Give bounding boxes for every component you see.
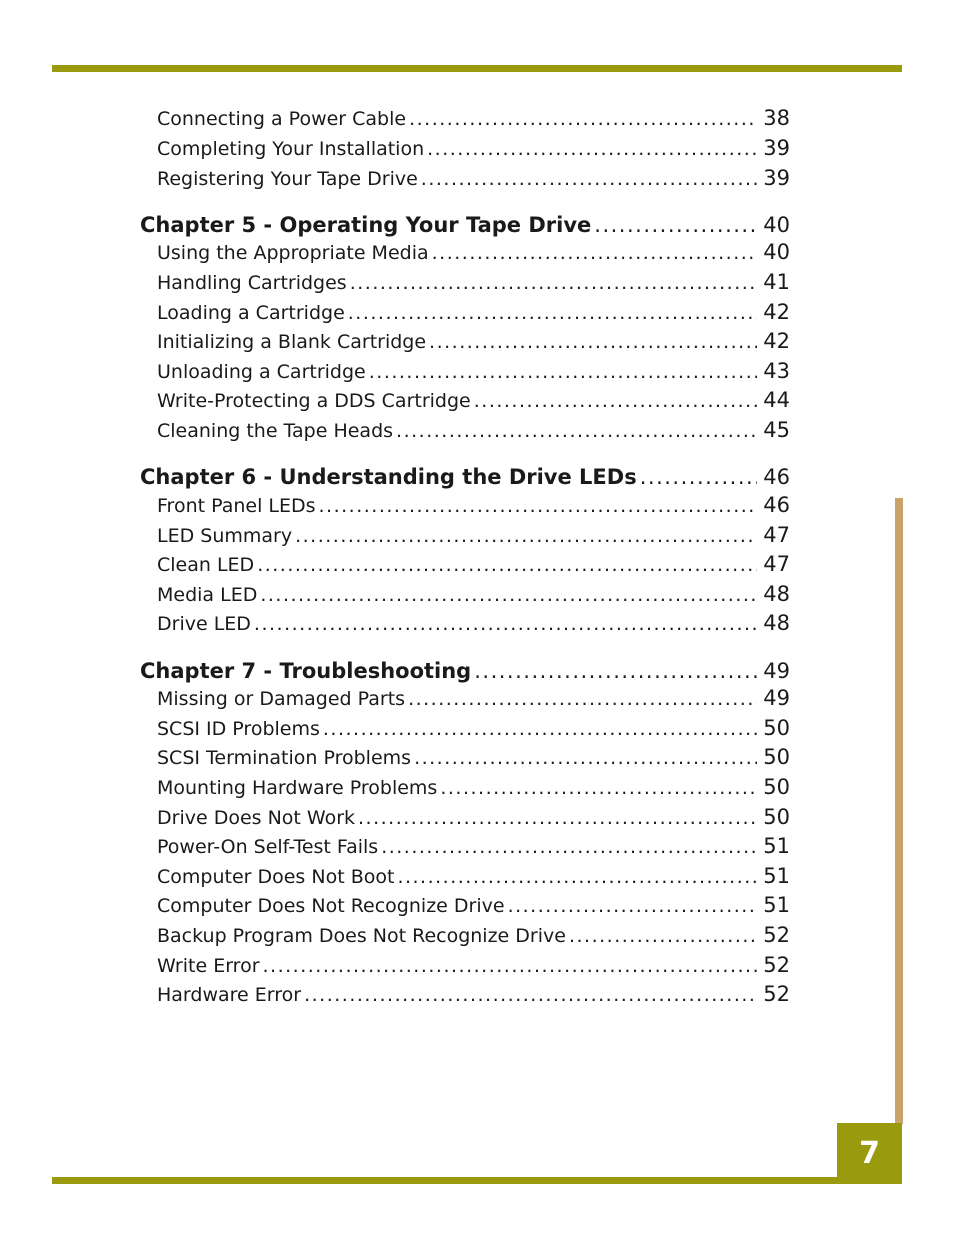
toc-entry-title: Clean LED [157, 554, 255, 576]
dot-leader [474, 388, 758, 414]
dot-leader [474, 658, 757, 684]
toc-entry-title: Drive LED [157, 613, 251, 635]
side-accent-bar [895, 498, 903, 1124]
toc-entry-title: Computer Does Not Recognize Drive [157, 895, 505, 917]
toc-entry[interactable] [157, 239, 790, 265]
toc-page-number: 46 [763, 465, 790, 489]
dot-leader [414, 745, 757, 771]
toc-entry[interactable] [157, 804, 790, 830]
dot-leader [508, 893, 758, 919]
toc-entry[interactable] [157, 581, 790, 607]
toc-page-number: 38 [763, 106, 790, 130]
toc-page-number: 50 [763, 775, 790, 799]
toc-entry-title: Mounting Hardware Problems [157, 777, 438, 799]
toc-entry[interactable] [157, 358, 790, 384]
toc-entry[interactable] [157, 685, 790, 711]
toc-page-number: 51 [763, 864, 790, 888]
toc-entry-title: Front Panel LEDs [157, 495, 316, 517]
toc-entry-title: SCSI ID Problems [157, 718, 320, 740]
dot-leader [381, 834, 757, 860]
chapter-title: Chapter 6 - Understanding the Drive LEDs [140, 465, 637, 489]
dot-leader [319, 493, 758, 519]
toc-entry-title: Backup Program Does Not Recognize Drive [157, 925, 566, 947]
toc-page-number: 50 [763, 745, 790, 769]
dot-leader [427, 136, 757, 162]
toc-chapter-heading[interactable] [140, 658, 790, 684]
toc-page-number: 52 [763, 982, 790, 1006]
toc-entry-title: Write-Protecting a DDS Cartridge [157, 390, 471, 412]
toc-entry[interactable] [157, 981, 790, 1007]
dot-leader [350, 270, 758, 296]
toc-page-number: 42 [763, 300, 790, 324]
toc-page-number: 52 [763, 923, 790, 947]
toc-entry[interactable] [157, 863, 790, 889]
toc-entry-title: Power-On Self-Test Fails [157, 836, 379, 858]
toc-entry[interactable] [157, 610, 790, 636]
dot-leader [304, 982, 757, 1008]
toc-page-number: 51 [763, 834, 790, 858]
toc-entry[interactable] [157, 715, 790, 741]
toc-entry[interactable] [157, 922, 790, 948]
toc-page-number: 46 [763, 493, 790, 517]
toc-entry-title: Initializing a Blank Cartridge [157, 331, 427, 353]
page-number-box [837, 1123, 902, 1184]
dot-leader [432, 240, 758, 266]
dot-leader [254, 611, 757, 637]
toc-page-number: 44 [763, 388, 790, 412]
dot-leader [358, 805, 757, 831]
toc-page-number: 48 [763, 611, 790, 635]
dot-leader [260, 582, 757, 608]
dot-leader [421, 166, 757, 192]
toc-page-number: 39 [763, 166, 790, 190]
toc-chapter-heading[interactable] [140, 212, 790, 238]
toc-entry[interactable] [157, 135, 790, 161]
dot-leader [569, 923, 757, 949]
dot-leader [323, 716, 757, 742]
dot-leader [409, 106, 757, 132]
toc-page-number: 40 [763, 213, 790, 237]
toc-entry[interactable] [157, 551, 790, 577]
toc-entry[interactable] [157, 744, 790, 770]
dot-leader [396, 418, 757, 444]
dot-leader [348, 300, 758, 326]
toc-entry[interactable] [157, 387, 790, 413]
toc-entry-title: Loading a Cartridge [157, 302, 345, 324]
toc-entry[interactable] [157, 417, 790, 443]
dot-leader [640, 464, 758, 490]
dot-leader [257, 552, 757, 578]
toc-page-number: 50 [763, 716, 790, 740]
chapter-title: Chapter 7 - Troubleshooting [140, 659, 472, 683]
toc-entry-title: Registering Your Tape Drive [157, 168, 418, 190]
toc-entry-title: Cleaning the Tape Heads [157, 420, 394, 442]
toc-entry[interactable] [157, 774, 790, 800]
toc-page-number: 47 [763, 523, 790, 547]
toc-chapter-heading[interactable] [140, 464, 790, 490]
toc-page-number: 50 [763, 805, 790, 829]
toc-entry[interactable] [157, 165, 790, 191]
dot-leader [295, 523, 757, 549]
toc-entry-title: Drive Does Not Work [157, 807, 356, 829]
dot-leader [594, 212, 757, 238]
toc-entry[interactable] [157, 105, 790, 131]
toc-entry[interactable] [157, 522, 790, 548]
page-number: 7 [859, 1136, 880, 1171]
toc-entry[interactable] [157, 269, 790, 295]
toc-entry-title: Connecting a Power Cable [157, 108, 407, 130]
chapter-title: Chapter 5 - Operating Your Tape Drive [140, 213, 592, 237]
toc-page-number: 49 [763, 659, 790, 683]
dot-leader [369, 359, 758, 385]
toc-entry[interactable] [157, 328, 790, 354]
toc-entry-title: Media LED [157, 584, 258, 606]
toc-page-number: 51 [763, 893, 790, 917]
toc-entry[interactable] [157, 833, 790, 859]
toc-entry-title: Hardware Error [157, 984, 302, 1006]
toc-entry-title: Missing or Damaged Parts [157, 688, 406, 710]
toc-page-number: 52 [763, 953, 790, 977]
dot-leader [397, 864, 757, 890]
toc-page-number: 43 [763, 359, 790, 383]
toc-entry[interactable] [157, 299, 790, 325]
toc-page-number: 45 [763, 418, 790, 442]
toc-page-number: 49 [763, 686, 790, 710]
toc-entry-title: Using the Appropriate Media [157, 242, 429, 264]
toc-page-number: 41 [763, 270, 790, 294]
toc-page-number: 47 [763, 552, 790, 576]
toc-page-number: 42 [763, 329, 790, 353]
toc-entry-title: Handling Cartridges [157, 272, 347, 294]
footer-rule [52, 1177, 902, 1184]
toc-entry-title: Completing Your Installation [157, 138, 425, 160]
toc-entry-title: SCSI Termination Problems [157, 747, 412, 769]
toc-entry-title: LED Summary [157, 525, 293, 547]
toc-page-number: 39 [763, 136, 790, 160]
dot-leader [429, 329, 757, 355]
toc-entry[interactable] [157, 492, 790, 518]
dot-leader [408, 686, 757, 712]
toc-page-number: 48 [763, 582, 790, 606]
toc-page-number: 40 [763, 240, 790, 264]
toc-entry-title: Write Error [157, 955, 260, 977]
toc-entry[interactable] [157, 892, 790, 918]
dot-leader [440, 775, 757, 801]
toc-entry-title: Computer Does Not Boot [157, 866, 395, 888]
toc-entry[interactable] [157, 952, 790, 978]
toc-entry-title: Unloading a Cartridge [157, 361, 366, 383]
dot-leader [263, 953, 758, 979]
